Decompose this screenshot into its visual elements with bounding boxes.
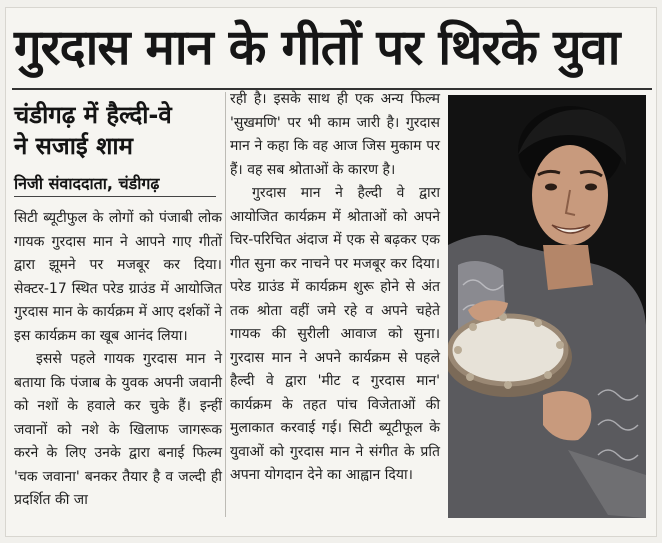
column-2-paragraph-1: रही है। इसके साथ ही एक अन्य फिल्म 'सुखमणि' पर भी काम जारी है। गुरदास मान ने कहा कि वह आज जिस मुकाम पर हैं। वह सब श्रोताओं के कारण है।	[230, 91, 440, 178]
singer-photo	[448, 95, 646, 518]
column-2-paragraph-2: गुरदास मान ने हैल्दी वे द्वारा आयोजित कार्यक्रम में श्रोताओं को अपने चिर-परिचित अंदाज में एक से बढ़कर एक गीत सुना कर नाचने पर मजबूर कर दिया। परेड ग्राउंड में कार्यक्रम शुरू होने से अंत तक श्रोता वहीं जमे रहे व अपने चहेते गायक की सुरीली आवाज को सुना। गुरदास मान ने अपने कार्यक्रम से पहले हैल्दी वे द्वारा 'मीट द गुरदास मान' कार्यक्रम के तहत पांच विजेताओं की मुलाकात करवाई गई। सिटी ब्यूटीफूल के युवाओं को गुरदास मान ने संगीत के प्रति अपना योगदान देने का आह्वान दिया।	[230, 185, 440, 483]
headline: गुरदास मान के गीतों पर थिरके युवा	[14, 19, 620, 76]
article-column-2	[230, 88, 440, 488]
column-divider	[225, 92, 226, 517]
column-1-paragraph-2: इससे पहले गायक गुरदास मान ने बताया कि पंजाब के युवक अपनी जवानी को नशों के हवाले कर चुके हैं। इन्हीं जवानों को नशे के खिलाफ जागरूक करने के लिए उनके द्वारा बनाई फिल्म 'चक जवाना' बनकर तैयार है व जल्दी ही प्रदर्शित की जा	[14, 351, 222, 508]
subheadline-line-2: ने सजाई शाम	[14, 132, 133, 160]
subheadline	[14, 100, 219, 162]
byline-rule	[14, 196, 216, 197]
column-1-paragraph-1: सिटी ब्यूटीफुल के लोगों को पंजाबी लोक गायक गुरदास मान ने आपने गाए गीतों द्वारा झूमने पर मजबूर कर दिया। सेक्टर-17 स्थित परेड ग्राउंड में आयोजित गुरदास मान के कार्यक्रम में आए दर्शकों ने इस कार्यक्रम का खूब आनंद लिया।	[14, 210, 222, 344]
article-column-1	[14, 207, 222, 513]
singer-photo-illustration	[448, 95, 646, 518]
byline: निजी संवाददाता, चंडीगढ़	[14, 174, 160, 193]
subheadline-line-1: चंडीगढ़ में हैल्दी-वे	[14, 101, 172, 129]
